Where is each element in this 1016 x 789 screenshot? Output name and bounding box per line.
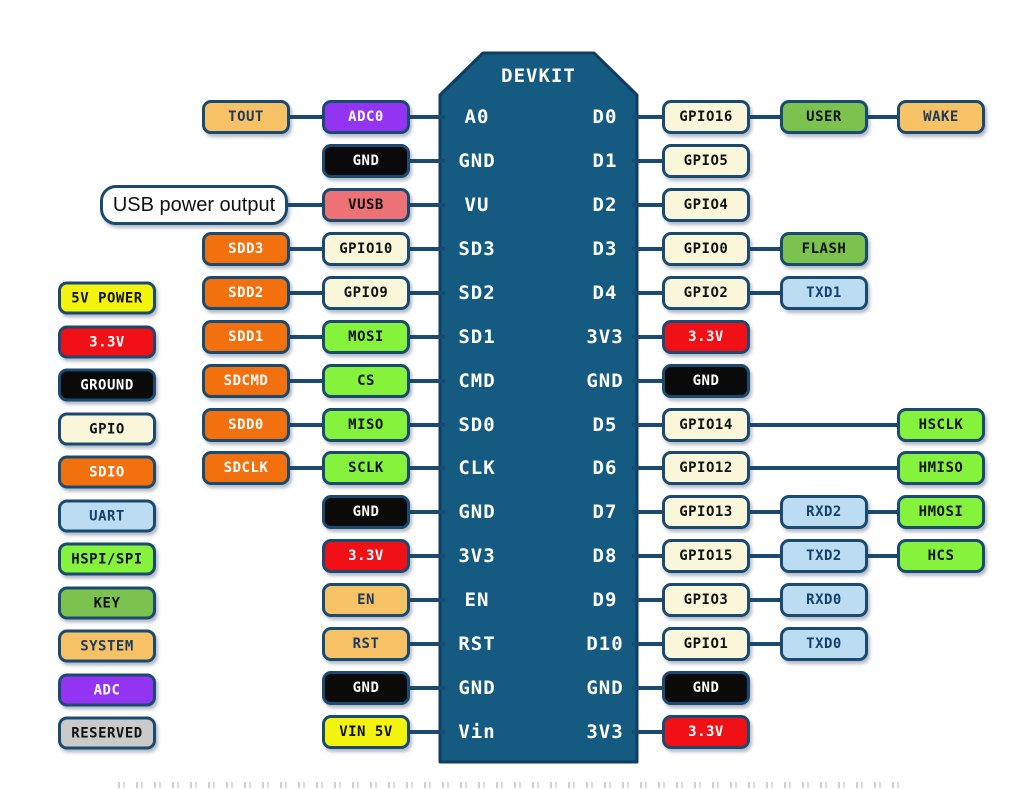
legend-label: RESERVED [71, 725, 143, 741]
label-box-3-3v [322, 539, 410, 573]
label-text: GPIO9 [343, 285, 389, 301]
label-text: TXD0 [806, 636, 842, 652]
label-text: GPIO13 [679, 504, 733, 520]
label-box-hmiso [897, 451, 985, 485]
label-text: VUSB [348, 197, 384, 213]
legend-item-ground [58, 369, 156, 402]
wire [408, 203, 445, 207]
label-text: HMOSI [918, 504, 964, 520]
label-box-gpio0 [662, 232, 750, 266]
wire [408, 247, 445, 251]
label-text: GND [352, 153, 380, 169]
chip-pin-right-d3: D3 [592, 238, 618, 260]
label-text: HMISO [918, 460, 964, 476]
label-text: SDD0 [228, 417, 264, 433]
label-text: HCS [927, 548, 955, 564]
chip-pin-right-gnd: GND [586, 370, 624, 392]
label-box-gnd [322, 144, 410, 178]
label-box-sdd3 [202, 232, 290, 266]
label-box-sdd1 [202, 320, 290, 354]
chip-pin-right-3v3: 3V3 [586, 721, 624, 743]
wire [748, 247, 782, 251]
label-box-user [780, 100, 868, 134]
wire [408, 686, 445, 690]
chip-pin-right-d6: D6 [592, 457, 618, 479]
chip-pin-left-gnd: GND [458, 150, 496, 172]
wire [408, 598, 445, 602]
label-text: SDCLK [223, 460, 269, 476]
chip-pin-left-vin: Vin [458, 721, 496, 743]
label-box-txd1 [780, 276, 868, 310]
label-text: EN [357, 592, 375, 608]
chip-pin-left-3v3: 3V3 [458, 545, 496, 567]
wire [288, 115, 324, 119]
label-text: CS [357, 373, 375, 389]
wire [288, 291, 324, 295]
chip-pin-right-d8: D8 [592, 545, 618, 567]
chip-pin-right-d4: D4 [592, 282, 618, 304]
label-box-txd2 [780, 539, 868, 573]
label-box-3-3v [662, 320, 750, 354]
label-text: TXD2 [806, 548, 842, 564]
label-box-gpio2 [662, 276, 750, 310]
label-box-vin-5v [322, 715, 410, 749]
label-text: GPIO5 [683, 153, 729, 169]
label-text: GPIO4 [683, 197, 729, 213]
label-text: RXD2 [806, 504, 842, 520]
legend-label: 5V POWER [71, 290, 143, 306]
label-text: WAKE [923, 109, 959, 125]
legend-item-5v-power [58, 282, 156, 315]
label-text: GPIO16 [679, 109, 733, 125]
wire [748, 115, 782, 119]
wire [748, 510, 782, 514]
label-text: FLASH [801, 241, 847, 257]
label-text: SDD3 [228, 241, 264, 257]
label-text: TOUT [228, 109, 264, 125]
chip-pin-left-en: EN [464, 589, 490, 611]
label-text: TXD1 [806, 285, 842, 301]
label-box-wake [897, 100, 985, 134]
legend-label: 3.3V [89, 334, 125, 350]
wire [408, 730, 445, 734]
label-box-sdd0 [202, 408, 290, 442]
wire [408, 423, 445, 427]
wire [408, 510, 445, 514]
label-text: HSCLK [918, 417, 964, 433]
chip-title: DEVKIT [501, 65, 576, 87]
legend-item-sdio [58, 456, 156, 489]
label-box-gpio15 [662, 539, 750, 573]
label-text: RXD0 [806, 592, 842, 608]
wire [866, 115, 899, 119]
label-text: SDD1 [228, 329, 264, 345]
wire [748, 466, 899, 470]
wire [408, 642, 445, 646]
wire [748, 598, 782, 602]
truncated-caption-strip [118, 782, 908, 788]
wire [408, 335, 445, 339]
chip-pin-right-d1: D1 [592, 150, 618, 172]
wire [288, 379, 324, 383]
label-box-rxd2 [780, 495, 868, 529]
label-box-vusb [322, 188, 410, 222]
label-text: GND [352, 680, 380, 696]
chip-pin-left-clk: CLK [458, 457, 496, 479]
legend-item-reserved [58, 717, 156, 750]
label-box-hcs [897, 539, 985, 573]
chip-pin-left-sd2: SD2 [458, 282, 496, 304]
wire [288, 423, 324, 427]
label-box-txd0 [780, 627, 868, 661]
chip-pin-right-d10: D10 [586, 633, 624, 655]
label-box-sdcmd [202, 364, 290, 398]
wire [286, 203, 324, 207]
wire [748, 554, 782, 558]
label-text: USB power output [112, 193, 276, 216]
label-box-mosi [322, 320, 410, 354]
label-text: MISO [348, 417, 384, 433]
label-box-gpio1 [662, 627, 750, 661]
label-text: GPIO14 [679, 417, 733, 433]
legend-label: HSPI/SPI [71, 551, 143, 567]
label-box-sdclk [202, 451, 290, 485]
label-text: GPIO2 [683, 285, 729, 301]
wire [408, 554, 445, 558]
chip-pin-right-d5: D5 [592, 414, 618, 436]
legend-label: ADC [93, 682, 121, 698]
legend-item-uart [58, 500, 156, 533]
wire [748, 642, 782, 646]
label-box-rxd0 [780, 583, 868, 617]
label-text: GPIO10 [339, 241, 393, 257]
label-box-gpio9 [322, 276, 410, 310]
label-box-hmosi [897, 495, 985, 529]
label-box-sclk [322, 451, 410, 485]
label-text: SDCMD [223, 373, 269, 389]
label-box-gnd [322, 495, 410, 529]
legend-label: KEY [93, 595, 121, 611]
legend-item-adc [58, 674, 156, 707]
legend-item-key [58, 587, 156, 620]
label-box-rst [322, 627, 410, 661]
legend-label: GPIO [89, 421, 125, 437]
legend-label: SDIO [89, 464, 125, 480]
wire [288, 247, 324, 251]
chip-pin-right-d2: D2 [592, 194, 618, 216]
label-text: GPIO3 [683, 592, 729, 608]
wire [408, 379, 445, 383]
label-box-gnd [322, 671, 410, 705]
chip-pin-left-gnd: GND [458, 501, 496, 523]
label-text: RST [352, 636, 380, 652]
label-box-gpio10 [322, 232, 410, 266]
label-text: 3.3V [348, 548, 384, 564]
label-box-gpio14 [662, 408, 750, 442]
chip-pin-right-3v3: 3V3 [586, 326, 624, 348]
wire [748, 291, 782, 295]
chip-pin-right-d0: D0 [592, 106, 618, 128]
label-box-miso [322, 408, 410, 442]
chip-pin-right-d7: D7 [592, 501, 618, 523]
label-text: VIN 5V [339, 724, 393, 740]
legend-item-system [58, 630, 156, 663]
label-text: GND [692, 373, 720, 389]
chip-pin-left-a0: A0 [464, 106, 490, 128]
label-text: ADC0 [348, 109, 384, 125]
label-text: MOSI [348, 329, 384, 345]
label-text: USER [806, 109, 842, 125]
label-box-en [322, 583, 410, 617]
label-box-flash [780, 232, 868, 266]
chip-pin-right-d9: D9 [592, 589, 618, 611]
label-box-hsclk [897, 408, 985, 442]
label-box-cs [322, 364, 410, 398]
label-text: GND [692, 680, 720, 696]
label-box-gpio5 [662, 144, 750, 178]
label-text: GPIO1 [683, 636, 729, 652]
label-box-gnd [662, 671, 750, 705]
wire [866, 554, 899, 558]
wire [288, 335, 324, 339]
label-box-tout [202, 100, 290, 134]
label-box-gpio3 [662, 583, 750, 617]
chip-pin-left-cmd: CMD [458, 370, 496, 392]
legend-label: SYSTEM [80, 638, 134, 654]
label-box-adc0 [322, 100, 410, 134]
chip-pin-left-vu: VU [464, 194, 490, 216]
label-text: 3.3V [688, 724, 724, 740]
label-text: SDD2 [228, 285, 264, 301]
chip-pin-left-sd3: SD3 [458, 238, 496, 260]
label-text: GPIO15 [679, 548, 733, 564]
chip-pin-left-rst: RST [458, 633, 496, 655]
label-text: GPIO12 [679, 460, 733, 476]
chip-pin-left-gnd: GND [458, 677, 496, 699]
wire [748, 423, 899, 427]
label-box-3-3v [662, 715, 750, 749]
label-box-usb-power-output [100, 185, 288, 225]
legend-item-3-3v [58, 326, 156, 359]
label-box-gnd [662, 364, 750, 398]
label-text: GPIO0 [683, 241, 729, 257]
label-text: SCLK [348, 460, 384, 476]
label-box-gpio16 [662, 100, 750, 134]
legend-item-gpio [58, 413, 156, 446]
legend-label: UART [89, 508, 125, 524]
chip-pin-left-sd0: SD0 [458, 414, 496, 436]
label-box-gpio13 [662, 495, 750, 529]
legend-item-hspi-spi [58, 543, 156, 576]
label-text: 3.3V [688, 329, 724, 345]
wire [408, 291, 445, 295]
label-text: GND [352, 504, 380, 520]
label-box-gpio12 [662, 451, 750, 485]
chip-pin-right-gnd: GND [586, 677, 624, 699]
wire [408, 159, 445, 163]
wire [408, 466, 445, 470]
chip-pin-left-sd1: SD1 [458, 326, 496, 348]
label-box-gpio4 [662, 188, 750, 222]
wire [408, 115, 445, 119]
label-box-sdd2 [202, 276, 290, 310]
legend-label: GROUND [80, 377, 134, 393]
wire [866, 510, 899, 514]
wire [288, 466, 324, 470]
